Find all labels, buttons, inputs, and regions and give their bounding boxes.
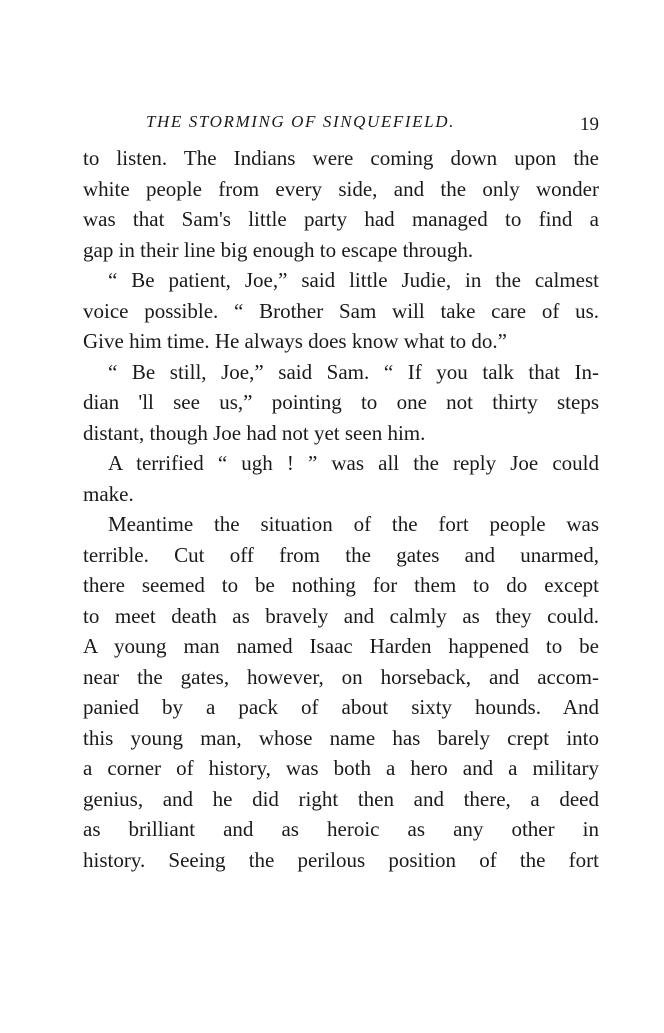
text-line (83, 540, 599, 571)
text-line-content: dian 'll see us,” pointing to one not thirty steps (83, 390, 599, 414)
text-line-content: this young man, whose name has barely crept into (83, 725, 599, 750)
text-line (83, 143, 599, 174)
text-line (83, 357, 599, 388)
text-line (83, 692, 599, 723)
text-line (83, 235, 599, 266)
text-line-content: near the gates, however, on horseback, and accom- (83, 664, 599, 689)
text-line (83, 784, 599, 815)
text-line-content: as brilliant and as heroic as any other in (83, 817, 599, 841)
text-line (83, 418, 599, 449)
text-line-content: history. Seeing the perilous position of the fort (83, 847, 599, 872)
text-line (83, 662, 599, 693)
text-line-content: Meantime the situation of the fort people was (108, 512, 599, 536)
text-line-content: white people from every side, and the only wonder (83, 176, 599, 201)
text-line-content: panied by a pack of about sixty hounds. And (83, 695, 599, 719)
text-line (83, 570, 599, 601)
text-line (83, 601, 599, 632)
text-line (83, 326, 599, 357)
text-line (83, 723, 599, 754)
text-line (83, 845, 599, 876)
text-line-content: to meet death as bravely and calmly as they could. (83, 603, 599, 628)
running-title: THE STORMING OF SINQUEFIELD. (146, 112, 455, 131)
text-line-content: there seemed to be nothing for them to do except (83, 573, 599, 597)
text-line-content: gap in their line big enough to escape through. (83, 237, 474, 262)
text-line (83, 387, 599, 418)
text-line (83, 174, 599, 205)
text-line-content: Give him time. He always does know what to do.” (83, 329, 507, 353)
text-line-content: “ Be patient, Joe,” said little Judie, in the calmest (108, 268, 599, 292)
text-line-content: was that Sam's little party had managed to find a (83, 207, 599, 231)
text-line-content: terrible. Cut off from the gates and unarmed, (83, 542, 599, 567)
text-line (83, 631, 599, 662)
text-line (83, 509, 599, 540)
page-body-text (83, 143, 599, 875)
text-line (83, 448, 599, 479)
text-line-content: A young man named Isaac Harden happened to be (83, 634, 599, 658)
text-line (83, 753, 599, 784)
text-line (83, 814, 599, 845)
text-line-content: to listen. The Indians were coming down upon the (83, 146, 599, 170)
running-header (83, 112, 599, 140)
text-line-content: make. (83, 481, 134, 506)
text-line-content: A terrified “ ugh ! ” was all the reply Joe could (108, 451, 599, 475)
text-line-content: “ Be still, Joe,” said Sam. “ If you talk that In- (108, 359, 599, 384)
page-number: 19 (580, 114, 599, 135)
text-line (83, 296, 599, 327)
text-line-content: voice possible. “ Brother Sam will take care of us. (83, 298, 599, 323)
text-line (83, 265, 599, 296)
text-line (83, 204, 599, 235)
text-line-content: genius, and he did right then and there, a deed (83, 786, 599, 811)
text-line (83, 479, 599, 510)
text-line-content: a corner of history, was both a hero and a military (83, 756, 599, 780)
text-line-content: distant, though Joe had not yet seen him. (83, 420, 426, 445)
